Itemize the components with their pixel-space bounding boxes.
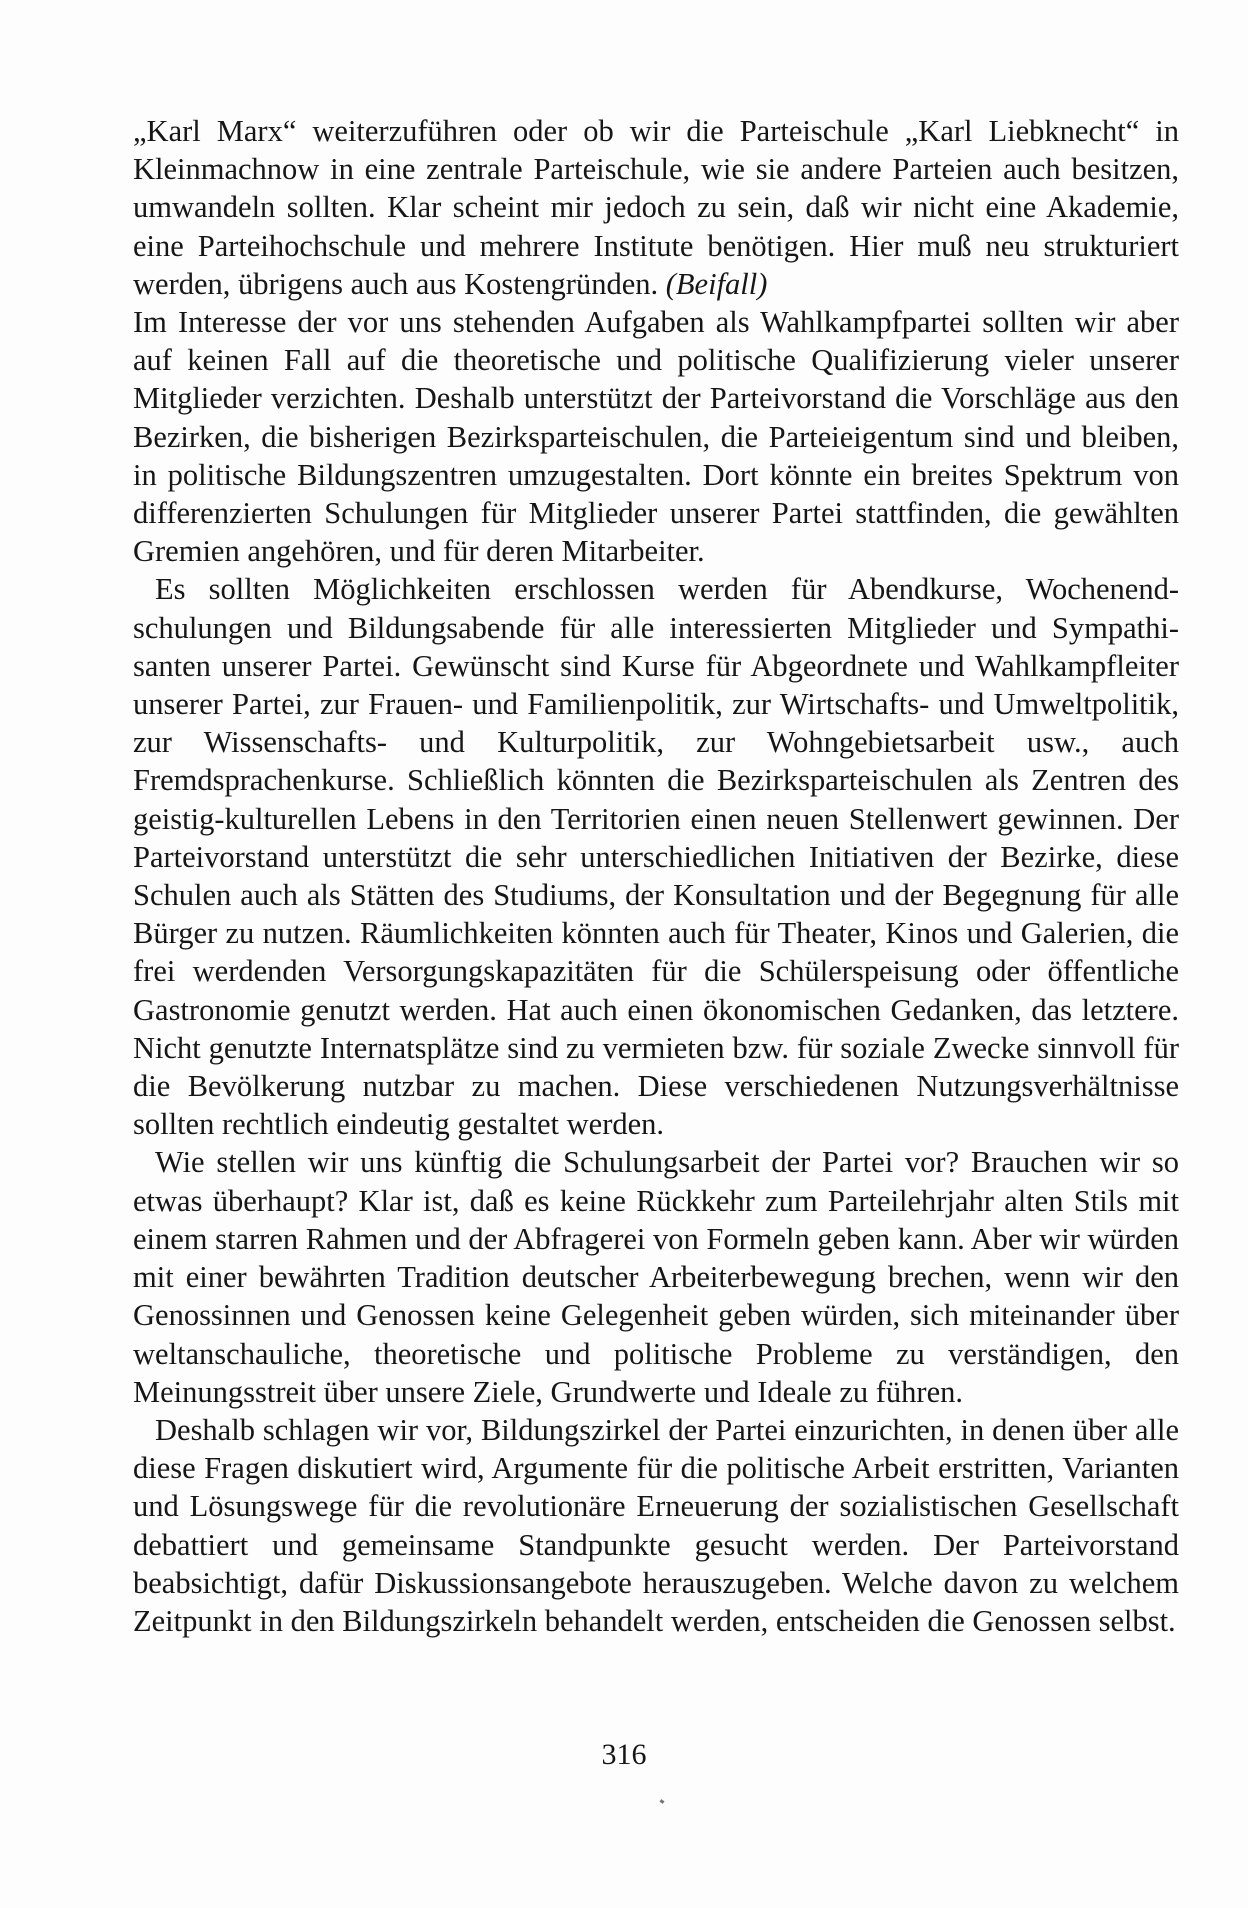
applause-note: (Beifall) [665,266,768,301]
paragraph-1 [133,112,1179,303]
scan-speck [660,1799,665,1804]
paragraph-3: Es sollten Möglichkeiten erschlossen werden für Abendkurse, Wochenendschulungen und Bildungsabende für alle interessierten Mitglieder und Sympathisanten unserer Partei. Gewünscht sind Kurse für Abgeordnete und Wahlkampfleiter unserer Partei, zur Frauen- und Familienpolitik, zur Wirtschafts- und Umweltpolitik, zur Wissenschafts- und Kulturpolitik, zur Wohngebietsarbeit usw., auch Fremdsprachenkurse. Schließlich könnten die Bezirksparteischulen als Zentren des geistig-kulturellen Lebens in den Territorien einen neuen Stellenwert gewinnen. Der Parteivorstand unterstützt die sehr unterschiedlichen Initiativen der Bezirke, diese Schulen auch als Stätten des Studiums, der Konsultation und der Begegnung für alle Bürger zu nutzen. Räumlichkeiten könnten auch für Theater, Kinos und Galerien, die frei werdenden Versorgungskapazitäten für die Schülerspeisung oder öffentliche Gastronomie genutzt werden. Hat auch einen ökonomischen Gedanken, das letztere. Nicht genutzte Internatsplätze sind zu vermieten bzw. für soziale Zwecke sinnvoll für die Bevölkerung nutzbar zu machen. Diese verschiedenen Nutzungsverhältnisse sollten rechtlich eindeutig gestaltet werden. [133,572,1179,1142]
body-text [133,112,1179,1640]
paragraph-4: Wie stellen wir uns künftig die Schulungsarbeit der Partei vor? Brauchen wir so etwas überhaupt? Klar ist, daß es keine Rückkehr zum Parteilehrjahr alten Stils mit einem starren Rahmen und der Abfragerei von Formeln geben kann. Aber wir würden mit einer bewährten Tradition deutscher Arbeiterbewegung brechen, wenn wir den Genossinnen und Genossen keine Gelegenheit geben würden, sich miteinander über weltanschauliche, theoretische und politische Probleme zu verständigen, den Meinungsstreit über unsere Ziele, Grundwerte und Ideale zu führen. [133,1145,1179,1409]
paragraph-2: Im Interesse der vor uns stehenden Aufgaben als Wahlkampfpartei sollten wir aber auf keinen Fall auf die theoretische und politische Qualifizierung vieler unserer Mitglieder verzichten. Deshalb unterstützt der Parteivorstand die Vorschläge aus den Bezirken, die bisherigen Bezirksparteischulen, die Parteieigentum sind und bleiben, in politische Bildungszentren umzugestalten. Dort könnte ein breites Spektrum von differenzierten Schulungen für Mitglieder unserer Partei stattfinden, die gewählten Gremien angehören, und für deren Mitarbeiter. [133,305,1179,569]
paragraph-1-text: „Karl Marx“ weiterzuführen oder ob wir die Parteischule „Karl Liebknecht“ in Kleinmachnow in eine zentrale Parteischule, wie sie andere Parteien auch besitzen, umwandeln sollten. Klar scheint mir jedoch zu sein, daß wir nicht eine Akademie, eine Parteihochschule und mehrere Institute benötigen. Hier muß neu strukturiert werden, übrigens auch aus Kostengründen. [133,114,1179,301]
page-number: 316 [601,1738,647,1771]
paragraph-5: Deshalb schlagen wir vor, Bildungszirkel der Partei einzurichten, in denen über alle diese Fragen diskutiert wird, Argumente für die politische Arbeit erstritten, Varianten und Lösungswege für die revolutionäre Erneuerung der sozialistischen Gesellschaft debattiert und gemeinsame Standpunkte gesucht werden. Der Parteivorstand beabsichtigt, dafür Diskussionsangebote herauszugeben. Welche davon zu welchem Zeitpunkt in den Bildungszirkeln behandelt werden, entscheiden die Genossen selbst. [133,1412,1179,1638]
